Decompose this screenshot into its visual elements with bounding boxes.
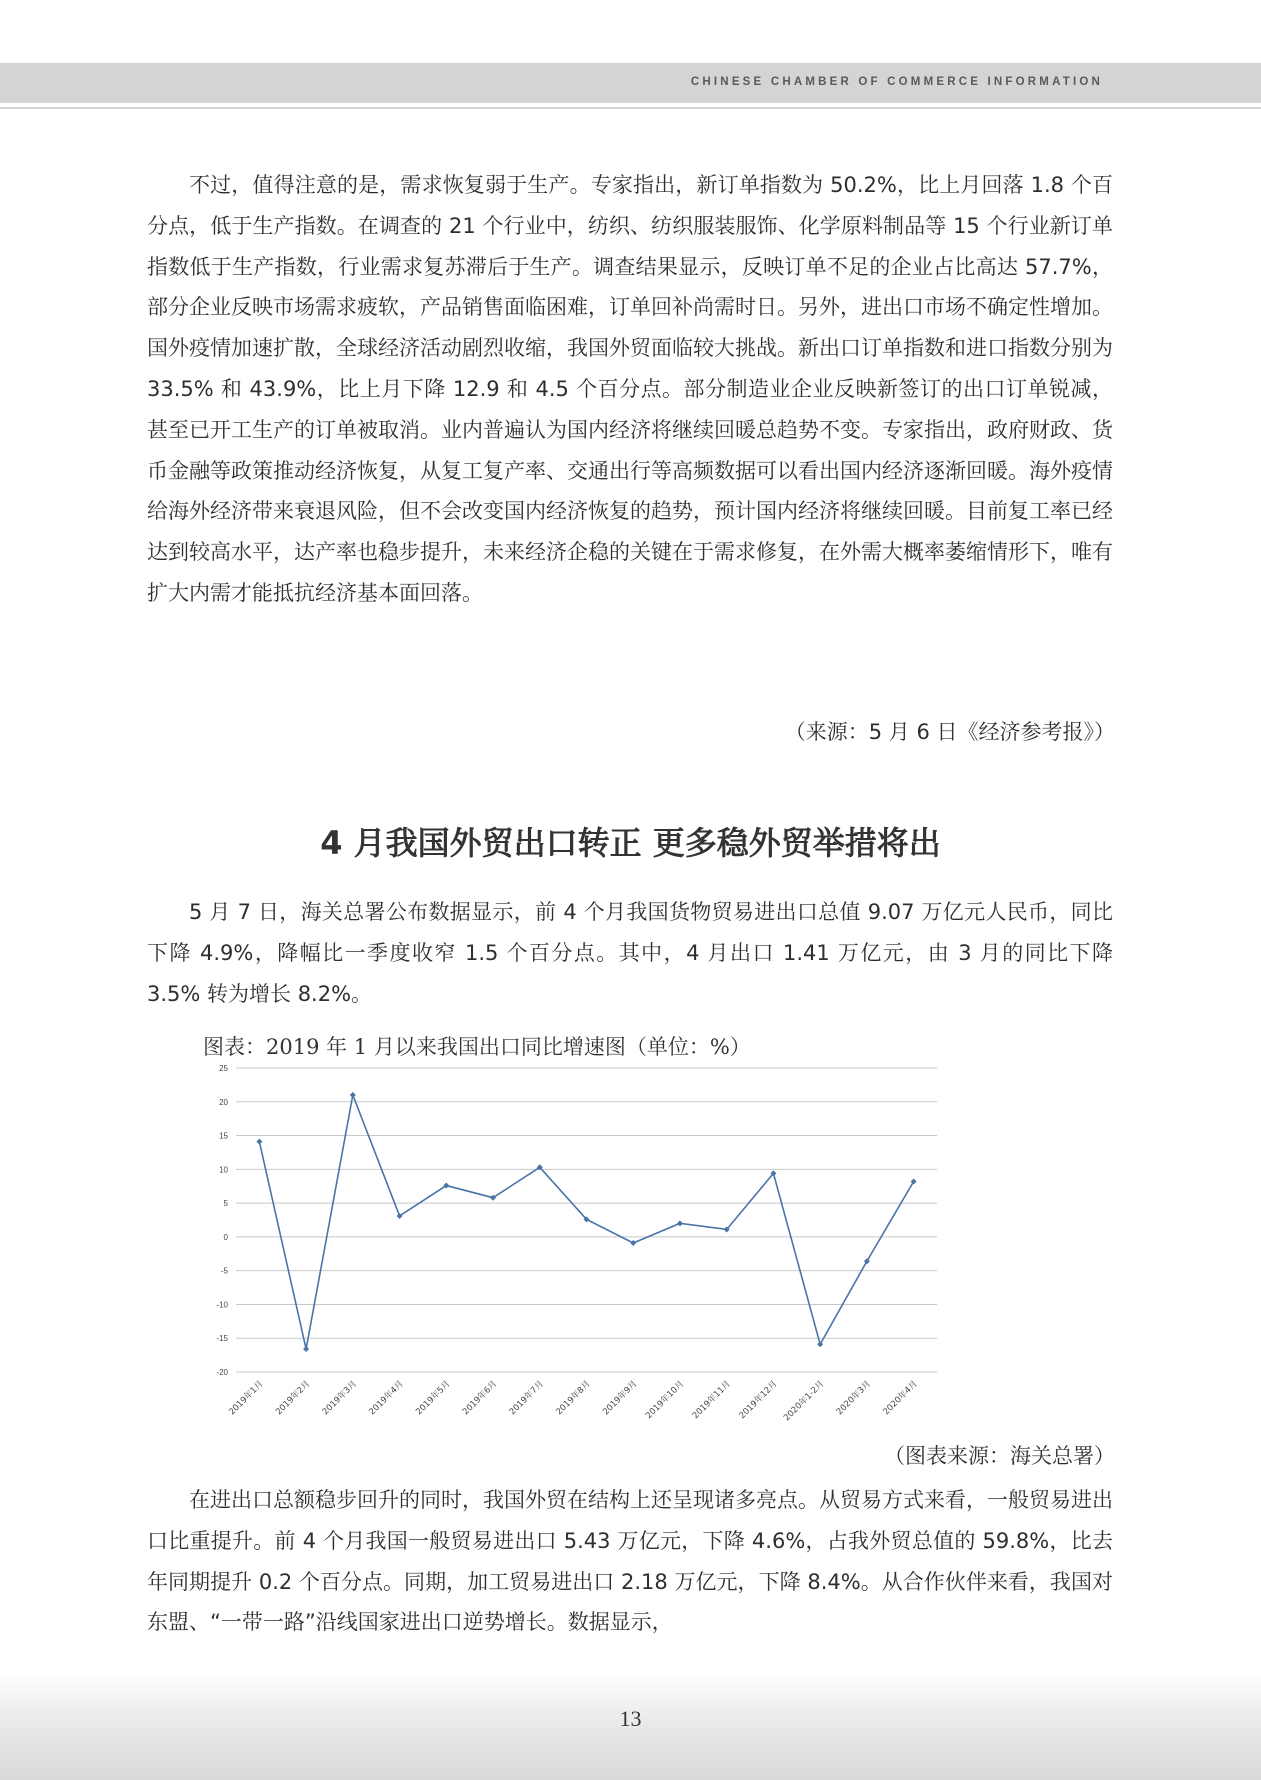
y-tick-label: -15 [216,1334,228,1344]
data-point [817,1341,823,1347]
data-point [256,1139,262,1145]
x-tick-label: 2020年4月 [881,1379,920,1418]
y-tick-label: 5 [223,1199,228,1209]
y-tick-label: 0 [223,1232,228,1242]
y-tick-label: 10 [219,1165,228,1175]
page-number: 13 [619,1706,642,1731]
data-point [630,1240,636,1246]
x-tick-label: 2019年9月 [601,1379,640,1418]
y-tick-label: 15 [219,1131,228,1141]
x-tick-label: 2019年1月 [227,1379,266,1418]
x-tick-label: 2020年3月 [834,1379,874,1418]
data-point [677,1220,683,1226]
data-point [350,1092,356,1098]
x-tick-label: 2019年10月 [644,1379,687,1422]
y-tick-label: -10 [216,1300,228,1310]
x-tick-label: 2019年4月 [367,1379,406,1418]
header-band [0,63,1261,103]
x-tick-label: 2019年2月 [274,1379,313,1418]
article1-paragraph: 不过，值得注意的是，需求恢复弱于生产。专家指出，新订单指数为 50.2%，比上月回落 1.8 个百分点，低于生产指数。在调查的 21 个行业中，纺织、纺织服装服饰、化学原料制品等 15 个行业新订单指数低于生产指数，行业需求复苏滞后于生产。调查结果显示，反映订单不足的企业占比高达 57.7%，部分企业反映市场需求疲软，产品销售面临困难，订单回补尚需时日。另外，进出口市场不确定性增加。国外疫情加速扩散，全球经济活动剧烈收缩，我国外贸面临较大挑战。新出口订单指数和进口指数分别为 33.5% 和 43.9%，比上月下降 12.9 和 4.5 个百分点。部分制造业企业反映新签订的出口订单锐减，甚至已开工生产的订单被取消。业内普遍认为国内经济将继续回暖总趋势不变。专家指出，政府财政、货币金融等政策推动经济恢复，从复工复产率、交通出行等高频数据可以看出国内经济逐渐回暖。海外疫情给海外经济带来衰退风险，但不会改变国内经济恢复的趋势，预计国内经济将继续回暖。目前复工率已经达到较高水平，达产率也稳步提升，未来经济企稳的关键在于需求修复，在外需大概率萎缩情形下，唯有扩大内需才能抵抗经济基本面回落。 [147,173,1113,605]
y-tick-label: 20 [219,1097,228,1107]
x-tick-label: 2019年3月 [320,1379,359,1418]
export-growth-chart [190,1058,950,1438]
header-rule [0,107,1261,109]
y-tick-label: 25 [219,1064,228,1073]
chart-source: （图表来源：海关总署） [884,1444,1115,1468]
article2-paragraph1: 5 月 7 日，海关总署公布数据显示，前 4 个月我国货物贸易进出口总值 9.07 万亿元人民币，同比下降 4.9%，降幅比一季度收窄 1.5 个百分点。其中，4 月出口 1.41 万亿元，由 3 月的同比下降 3.5% 转为增长 8.2%。 [147,900,1113,1006]
chart-caption: 图表：2019 年 1 月以来我国出口同比增速图（单位：%） [203,1035,751,1059]
data-point [303,1346,309,1352]
x-tick-label: 2019年11月 [690,1379,733,1422]
article1-source: （来源：5 月 6 日《经济参考报》） [784,720,1115,744]
x-tick-label: 2019年6月 [460,1379,500,1418]
y-tick-label: -5 [220,1266,228,1276]
x-tick-label: 2019年8月 [554,1379,593,1418]
article2-title: 4 月我国外贸出口转正 更多稳外贸举措将出 [320,824,941,862]
y-tick-label: -20 [216,1368,228,1377]
x-tick-label: 2019年5月 [414,1379,453,1418]
x-tick-label: 2020年1-2月 [782,1379,827,1424]
x-tick-label: 2019年7月 [507,1379,546,1418]
article2-paragraph2: 在进出口总额稳步回升的同时，我国外贸在结构上还呈现诸多亮点。从贸易方式来看，一般贸易进出口比重提升。前 4 个月我国一般贸易进出口 5.43 万亿元，下降 4.6%，占我外贸总值的 59.8%，比去年同期提升 0.2 个百分点。同期，加工贸易进出口 2.18 万亿元，下降 8.4%。从合作伙伴来看，我国对东盟、“一带一路”沿线国家进出口逆势增长。数据显示， [147,1488,1113,1635]
header-banner-text: CHINESE CHAMBER OF COMMERCE INFORMATION [690,76,1103,88]
x-tick-label: 2019年12月 [737,1379,780,1422]
